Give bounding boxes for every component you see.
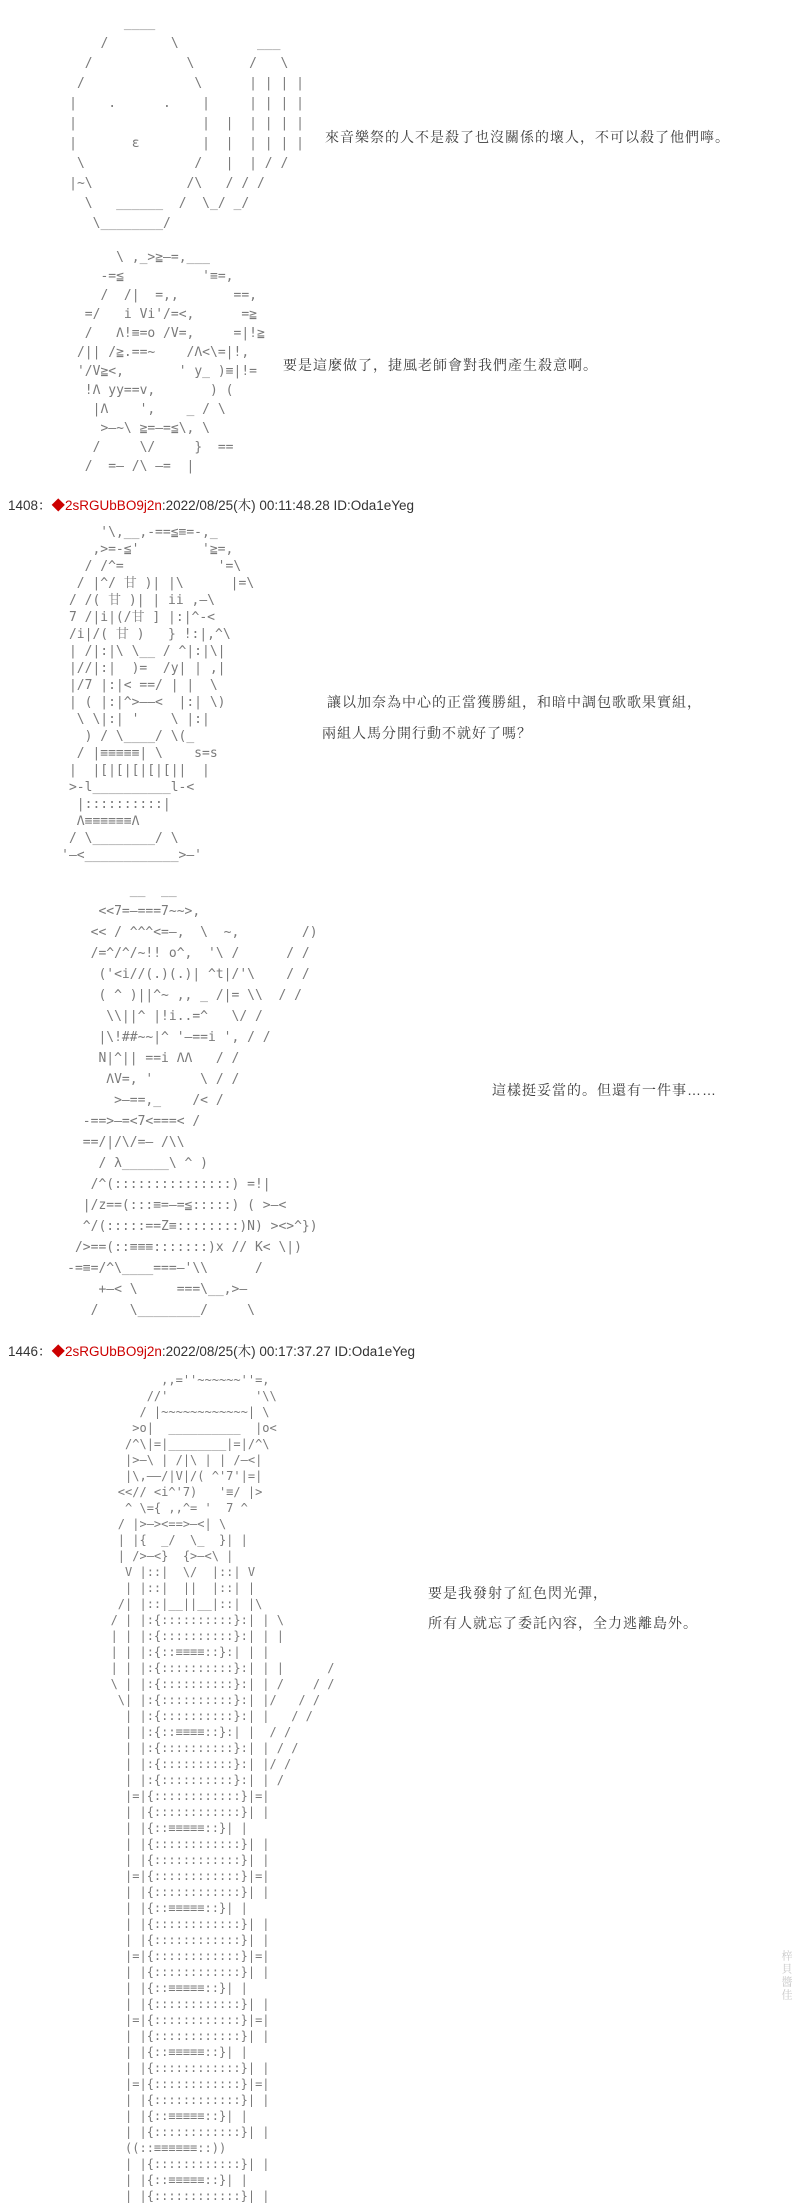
dialogue-3-line-2: 兩組人馬分開行動不就好了嗎？ <box>322 725 532 741</box>
dialogue-4: 這樣挺妥當的。但還有一件事…… <box>492 1082 717 1098</box>
tripcode: ◆2sRGUbBO9j2n <box>51 1344 162 1359</box>
post-meta: :2022/08/25(木) 00:17:37.27 ID:Oda1eYeg <box>161 1344 416 1359</box>
ascii-art-face: ____ / \ ___ / \ / \ / \ | | | | | . . | | | | | | | | | | | | | ε | | | | | | \ / | | / / |~\ /\ / / / \ ______ / \_/ _/ \________/ <box>69 16 304 231</box>
post-header-1446 <box>8 1340 415 1360</box>
post-number: 1408： <box>8 498 52 513</box>
post-meta: :2022/08/25(木) 00:11:48.28 ID:Oda1eYeg <box>161 498 415 513</box>
ascii-art-uta-standing: ,,=''~~~~~~''=, //' '\\ / |~~~~~~~~~~~~| \ >o| __________ |o< /^\|=|________|=|/^\ |>—\ | /|\ | | /—<| |\,——/|V|/( ^'7'|=| <<// <i^'7) '≡/ |> ^ \={ ,,^= ' 7 ^ / |>—><==>—<| \ | |{ _/ \_ }| | | />—<} {>—<\ | V |::| \/ |::| V | |::| || |::| | /| |::|__||__|::| |\ / | |:{::::::::::}:| | \ | | |:{::::::::::}:| | | | | |:{::≡≡≡≡::}:| | | | | |:{::::::::::}:| | | / \ | |:{::::::::::}:| | / / / \| |:{::::::::::}:| |/ / / | |:{::::::::::}:| | / / | |:{::≡≡≡≡::}:| | / / | |:{::::::::::}:| | / / | |:{::::::::::}:| |/ / | |:{::::::::::}:| | / |=|{::::::::::::}|=| | |{::::::::::::}| | | |{::≡≡≡≡≡::}| | | |{::::::::::::}| | | |{::::::::::::}| | |=|{::::::::::::}|=| | |{::::::::::::}| | | |{::≡≡≡≡≡::}| | | |{::::::::::::}| | | |{::::::::::::}| | |=|{::::::::::::}|=| | |{::::::::::::}| | | |{::≡≡≡≡≡::}| | | |{::::::::::::}| | |=|{::::::::::::}|=| | |{::::::::::::}| | | |{::≡≡≡≡≡::}| | | |{::::::::::::}| | |=|{::::::::::::}|=| | |{::::::::::::}| | | |{::≡≡≡≡≡::}| | | |{::::::::::::}| | ((::≡≡≡≡≡≡::)) | |{::::::::::::}| | | |{::≡≡≡≡≡::}| | | |{::::::::::::}| | <box>110 1373 335 2203</box>
post-header-1408 <box>8 494 414 514</box>
ascii-art-girl-bust: \ ,_>≧—=,___ -=≦ '≡=, / /| =,, ==, =/ i Vi'/=<, =≧ / Λ!≡=o /V=, =|!≧ /|| /≧.==~ /Λ<\=|!, '/V≧<, ' y_ )≡|!= !Λ yy==v, ) ( |Λ ', _ / \ >—~\ ≧=—=≦\, \ / \/ } == / =— /\ —= | <box>76 250 265 474</box>
ascii-art-kana-headband: '\,__,-==≦≡=-,_ ,>=-≦' '≧=, / /^= '=\ / |^/ 甘 )| |\ |=\ / /( 甘 )| | ii ,—\ 7 /|i|(/甘 ] |:|^-< /i|/( 甘 ) } !:|,^\ | /|:|\ \__ / ^|:|\| |//|:| )= /y| | ,| |/7 |:|< ==/ | | \ | ( |:|^>——< |:| \) \ \|:| ' \ |:| ) / \____/ \(_ / |≡≡≡≡≡| \ s=s | |[|[|[|[|[|| | >-l__________l-< |::::::::::| Λ≡≡≡≡≡≡Λ / \________/ \ '—<____________>—' <box>61 525 255 863</box>
post-number: 1446： <box>8 1344 52 1359</box>
dialogue-1: 來音樂祭的人不是殺了也沒關係的壞人，不可以殺了他們嚀。 <box>325 129 730 145</box>
ascii-art-girl-with-launcher: __ __ <<7=—===7~~>, << / ^^^<=—, \ ~, /) /=^/^/~!! o^, '\ / / / ('<i//(.)(.)| ^t|/'\ / / ( ^ )||^~ ,, _ /|= \\ / / \\||^ |!i..=^ \/ / |\!##~~|^ '—==i ', / / N|^|| ==i ΛΛ / / ΛV=, ' \ / / >—==,_ /< / -==>—=<7<===< / ==/|/\/=— /\\ / λ______\ ^ ) /^(:::::::::::::::) =!| |/z==(:::≡=—=≦:::::) ( >—< ^/(:::::==Z≡::::::::)N) ><>^}) />==(::≡≡≡:::::::)x // K< \|) -=≡=/^\____===—'\\ / +—< \ ===\__,>— / \________/ \ <box>67 883 318 1318</box>
watermark: 梓貝醬佳 <box>780 1950 792 2002</box>
dialogue-2: 要是這麼做了，捷風老師會對我們產生殺意啊。 <box>283 357 598 373</box>
dialogue-5-line-1: 要是我發射了紅色閃光彈， <box>428 1585 608 1601</box>
dialogue-5-line-2: 所有人就忘了委託內容，全力逃離島外。 <box>428 1615 698 1631</box>
tripcode: ◆2sRGUbBO9j2n <box>51 498 162 513</box>
dialogue-3-line-1: 讓以加奈為中心的正當獲勝組，和暗中調包歌歌果實組， <box>327 694 702 710</box>
